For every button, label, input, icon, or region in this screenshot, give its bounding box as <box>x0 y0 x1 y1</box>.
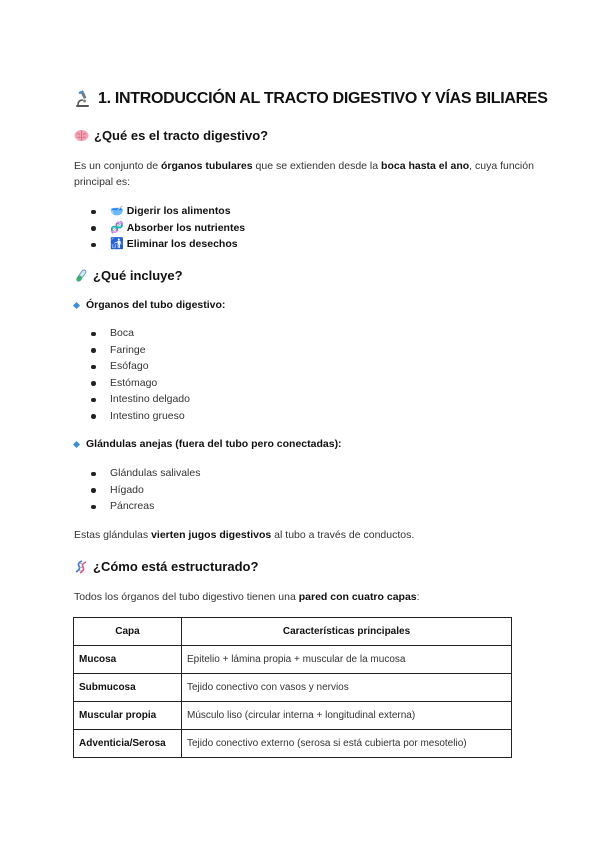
list-item: Intestino grueso <box>74 408 190 425</box>
subheading-glandulas: Glándulas anejas (fuera del tubo pero conectadas): <box>74 438 342 450</box>
bowl-icon: 🥣 <box>110 205 124 217</box>
list-item: Intestino delgado <box>74 391 190 408</box>
diamond-icon <box>73 440 80 447</box>
list-item: 🧬 Absorber los nutrientes <box>74 220 245 237</box>
list-item: Boca <box>74 325 190 342</box>
glands-list <box>74 465 200 515</box>
list-item: 🥣 Digerir los alimentos <box>74 203 245 220</box>
table-cell: Adventicia/Serosa <box>74 730 182 758</box>
list-item: 🚮 Eliminar los desechos <box>74 236 245 253</box>
section-heading-que-es <box>74 128 268 143</box>
structure-paragraph: Todos los órganos del tubo digestivo tienen una pared con cuatro capas: <box>74 591 420 603</box>
list-item: Hígado <box>74 482 200 499</box>
functions-list <box>74 203 245 253</box>
dna-icon <box>74 560 88 574</box>
table-cell: Mucosa <box>74 646 182 674</box>
table-cell: Músculo liso (circular interna + longitudinal externa) <box>182 702 512 730</box>
column-header-capa: Capa <box>74 618 182 646</box>
table-cell: Muscular propia <box>74 702 182 730</box>
list-item: Faringe <box>74 342 190 359</box>
table-header-row <box>74 618 512 646</box>
layers-table <box>73 617 512 758</box>
section-heading-text: ¿Qué es el tracto digestivo? <box>94 128 269 143</box>
page-title <box>74 90 554 108</box>
brain-icon <box>74 129 89 142</box>
section-heading-que-incluye <box>74 268 183 283</box>
column-header-caracteristicas: Características principales <box>182 618 512 646</box>
toilet-icon: 🚮 <box>110 238 124 251</box>
diamond-icon <box>73 301 80 308</box>
subheading-organos: Órganos del tubo digestivo: <box>74 299 225 311</box>
dna-icon: 🧬 <box>110 221 124 234</box>
page-title-text: 1. INTRODUCCIÓN AL TRACTO DIGESTIVO Y VÍAS BILIARES <box>98 90 548 107</box>
table-row <box>74 646 512 674</box>
section-heading-text: ¿Cómo está estructurado? <box>93 559 259 574</box>
table-cell: Submucosa <box>74 674 182 702</box>
list-item: Esófago <box>74 358 190 375</box>
list-item: Estómago <box>74 375 190 392</box>
table-cell: Epitelio + lámina propia + muscular de la mucosa <box>182 646 512 674</box>
test-tube-icon <box>74 269 88 283</box>
table-row <box>74 702 512 730</box>
table-cell: Tejido conectivo externo (serosa si está cubierta por mesotelio) <box>182 730 512 758</box>
microscope-icon <box>74 90 92 108</box>
table-row <box>74 674 512 702</box>
section-heading-text: ¿Qué incluye? <box>93 268 183 283</box>
section-heading-estructura <box>74 559 258 574</box>
table-row <box>74 730 512 758</box>
table-cell: Tejido conectivo con vasos y nervios <box>182 674 512 702</box>
organs-list <box>74 325 190 425</box>
list-item: Glándulas salivales <box>74 465 200 482</box>
list-item: Páncreas <box>74 498 200 515</box>
intro-paragraph: Es un conjunto de órganos tubulares que se extienden desde la boca hasta el ano, cuya función principal es: <box>74 160 534 188</box>
glands-paragraph: Estas glándulas vierten jugos digestivos al tubo a través de conductos. <box>74 529 415 541</box>
